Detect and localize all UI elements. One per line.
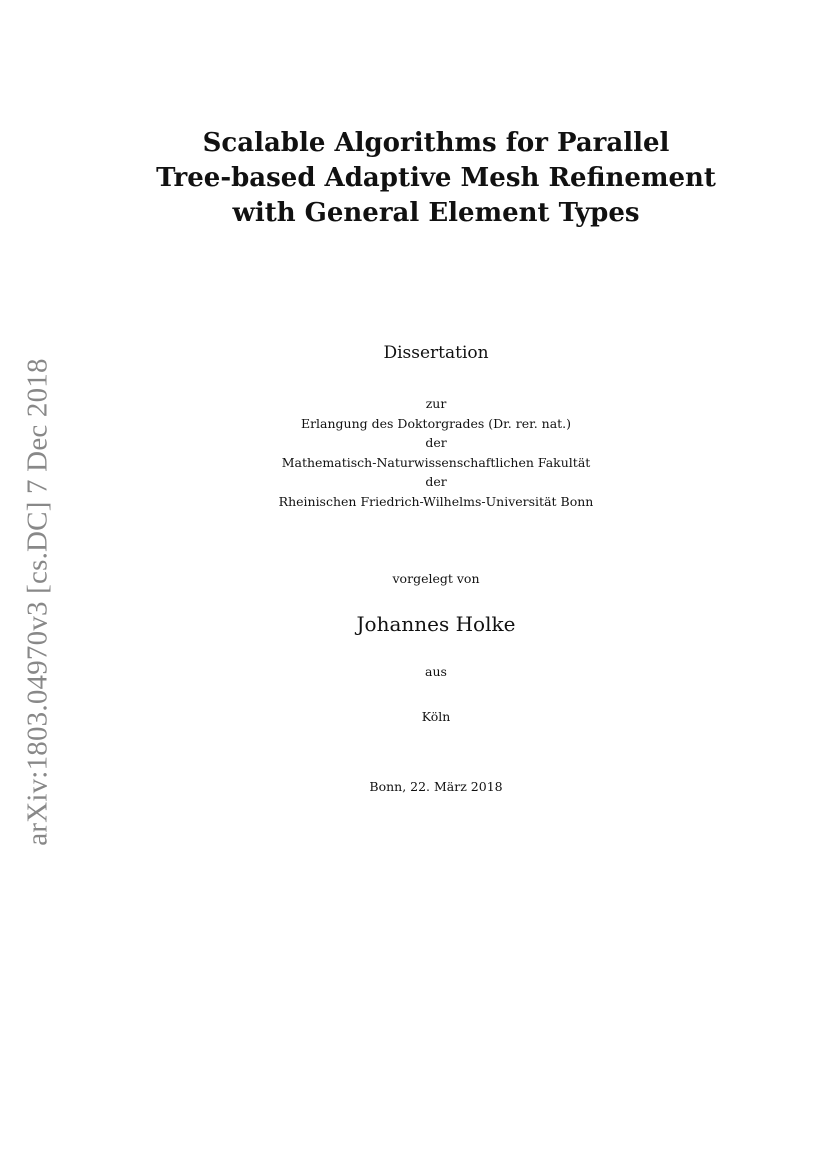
degree-line-6: Rheinischen Friedrich-Wilhelms-Universität Bonn <box>278 493 594 509</box>
degree-statement <box>36 394 828 511</box>
author-name: Johannes Holke <box>356 612 516 636</box>
degree-line-3: der <box>425 435 447 450</box>
thesis-title <box>36 126 828 231</box>
title-line-3: with General Element Types <box>232 198 640 228</box>
degree-line-1: zur <box>425 396 447 411</box>
origin-label: aus <box>425 664 447 679</box>
arxiv-stamp: arXiv:1803.04970v3 [cs.DC] 7 Dec 2018 <box>21 358 54 846</box>
degree-line-2: Erlangung des Doktorgrades (Dr. rer. nat.) <box>300 415 572 431</box>
title-line-1: Scalable Algorithms for Parallel <box>202 128 670 158</box>
degree-line-4: Mathematisch-Naturwissenschaftlichen Fakultät <box>281 454 591 470</box>
place-and-date: Bonn, 22. März 2018 <box>369 779 503 794</box>
origin-city: Köln <box>421 709 451 724</box>
title-line-2: Tree-based Adaptive Mesh Refinement <box>156 163 716 193</box>
document-type: Dissertation <box>383 343 489 363</box>
degree-line-5: der <box>425 474 447 489</box>
presented-by-label: vorgelegt von <box>392 571 480 586</box>
